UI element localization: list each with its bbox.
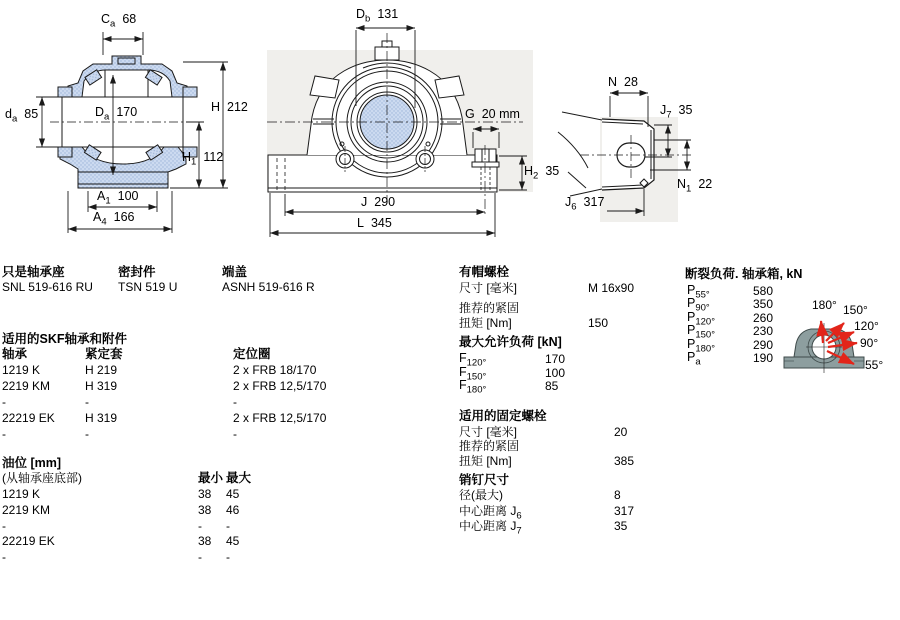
- load-angle-label: 120°: [854, 319, 879, 333]
- skf-table-cell: H 319: [85, 411, 118, 425]
- breaking-load-label: $P_{150^\circ}$: [687, 323, 715, 341]
- end-cover-label: 端盖: [222, 265, 248, 279]
- breaking-load-value: 260: [753, 311, 774, 325]
- breaking-loads-title: 断裂负荷. 轴承箱, kN: [685, 267, 803, 281]
- attachment-bolts-size-value: 20: [614, 425, 628, 439]
- max-load-title: 最大允许负荷 [kN]: [459, 335, 562, 349]
- pin-row-label: 中心距离 $J_7$: [459, 519, 522, 537]
- skf-table-cell: 22219 EK: [2, 411, 55, 425]
- oil-level-title: 油位 [mm]: [2, 456, 62, 470]
- dimension-label-dim-n1: $N_1$ 22: [677, 177, 713, 195]
- dimension-label-dim-ca: $C_a$ 68: [101, 12, 137, 30]
- oil-level-cell: -: [226, 519, 230, 533]
- skf-col-sleeve: 紧定套: [85, 347, 123, 361]
- dimension-label-dim-j6: $J_6$ 317: [565, 195, 605, 213]
- skf-table-cell: -: [85, 427, 89, 441]
- breaking-load-value: 350: [753, 297, 774, 311]
- pin-row-label: 中心距离 $J_6$: [459, 504, 522, 522]
- oil-level-cell: -: [198, 519, 202, 533]
- cap-bolts-recommend-label: 推荐的紧固: [459, 301, 520, 315]
- dimension-label-dim-Da: $D_a$ 170: [95, 105, 138, 123]
- oil-level-cell: -: [198, 550, 202, 564]
- dimension-label-dim-l: L 345: [357, 216, 392, 230]
- dimension-label-dim-h2: $H_2$ 35: [524, 164, 560, 182]
- breaking-load-value: 580: [753, 284, 774, 298]
- dimension-label-dim-h1: $H_1$ 112: [182, 150, 224, 168]
- max-load-label: $F_{120^\circ}$: [459, 351, 487, 369]
- skf-table-cell: 2219 KM: [2, 379, 51, 393]
- dimension-label-dim-h: H 212: [211, 100, 248, 114]
- oil-level-cell: 38: [198, 487, 212, 501]
- oil-level-cell: 2219 KM: [2, 503, 51, 517]
- attachment-bolts-torque-label: 扭矩 [Nm]: [459, 454, 512, 468]
- dimension-label-dim-j7: $J_7$ 35: [660, 103, 693, 121]
- oil-level-cell: -: [2, 550, 6, 564]
- skf-table-cell: -: [233, 427, 237, 441]
- dimension-label-dim-a4: $A_4$ 166: [93, 210, 135, 228]
- skf-table-cell: H 219: [85, 363, 118, 377]
- skf-table-cell: -: [233, 395, 237, 409]
- pin-row-label: 径(最大): [459, 488, 503, 502]
- pin-row-value: 317: [614, 504, 635, 518]
- end-view-drawing: [255, 0, 555, 245]
- end-cover-designation: ASNH 519-616 R: [222, 280, 315, 294]
- breaking-load-label: $P_{90^\circ}$: [687, 296, 710, 314]
- cap-bolts-size-label: 尺寸 [毫米]: [459, 281, 518, 295]
- dimension-label-dim-g: G 20 mm: [465, 107, 520, 121]
- housing-only-label: 只是轴承座: [2, 265, 65, 279]
- oil-max-header: 最大: [226, 471, 252, 485]
- oil-level-cell: 38: [198, 534, 212, 548]
- oil-level-cell: 45: [226, 487, 240, 501]
- max-load-label: $F_{180^\circ}$: [459, 378, 487, 396]
- max-load-value: 100: [545, 366, 566, 380]
- breaking-load-value: 230: [753, 324, 774, 338]
- breaking-load-label: $P_a$: [687, 350, 701, 368]
- side-view-drawing: [540, 40, 780, 235]
- skf-table-cell: H 319: [85, 379, 118, 393]
- load-angle-label: 150°: [843, 303, 868, 317]
- skf-table-cell: 2 x FRB 12,5/170: [233, 411, 327, 425]
- load-angle-label: 180°: [812, 298, 837, 312]
- skf-table-cell: 1219 K: [2, 363, 41, 377]
- max-load-value: 85: [545, 379, 559, 393]
- attachment-bolts-size-label: 尺寸 [毫米]: [459, 425, 518, 439]
- max-load-label: $F_{150^\circ}$: [459, 365, 487, 383]
- skf-table-cell: 2 x FRB 12,5/170: [233, 379, 327, 393]
- oil-level-cell: 1219 K: [2, 487, 41, 501]
- skf-col-bearing: 轴承: [2, 347, 28, 361]
- skf-table-title: 适用的SKF轴承和附件: [2, 332, 128, 346]
- dimension-label-dim-n: N 28: [608, 75, 638, 89]
- housing-designation: SNL 519-616 RU: [2, 280, 93, 294]
- dimension-label-dim-db: $D_b$ 131: [356, 7, 399, 25]
- cap-bolts-torque-value: 150: [588, 316, 609, 330]
- pin-row-value: 8: [614, 488, 621, 502]
- load-angle-label: 90°: [860, 336, 879, 350]
- breaking-load-value: 290: [753, 338, 774, 352]
- dimension-label-dim-a1: $A_1$ 100: [97, 189, 139, 207]
- front-section-view-drawing: [0, 0, 250, 245]
- oil-level-subtitle: (从轴承座底部): [2, 471, 82, 485]
- breaking-load-value: 190: [753, 351, 774, 365]
- oil-level-cell: 45: [226, 534, 240, 548]
- skf-table-cell: 2 x FRB 18/170: [233, 363, 317, 377]
- oil-level-cell: 38: [198, 503, 212, 517]
- breaking-load-label: $P_{55^\circ}$: [687, 283, 710, 301]
- breaking-load-label: $P_{180^\circ}$: [687, 337, 715, 355]
- oil-min-header: 最小: [198, 471, 224, 485]
- dimension-label-dim-j: J 290: [361, 195, 396, 209]
- skf-table-cell: -: [2, 395, 6, 409]
- skf-col-locating-ring: 定位圈: [233, 347, 271, 361]
- cap-bolts-torque-label: 扭矩 [Nm]: [459, 316, 512, 330]
- attachment-bolts-title: 适用的固定螺栓: [459, 409, 547, 423]
- attachment-bolts-recommend-label: 推荐的紧固: [459, 439, 520, 453]
- oil-level-cell: -: [226, 550, 230, 564]
- cap-bolts-size-value: M 16x90: [588, 281, 635, 295]
- skf-table-cell: -: [85, 395, 89, 409]
- dimension-label-dim-da: $d_a$ 85: [5, 107, 39, 125]
- skf-table-cell: -: [2, 427, 6, 441]
- oil-level-cell: -: [2, 519, 6, 533]
- oil-level-cell: 46: [226, 503, 240, 517]
- load-angle-label: 55°: [865, 358, 884, 372]
- load-direction-pictogram: [780, 295, 900, 375]
- cap-bolts-title: 有帽螺栓: [459, 265, 510, 279]
- seal-label: 密封件: [118, 265, 156, 279]
- attachment-bolts-torque-value: 385: [614, 454, 635, 468]
- breaking-load-label: $P_{120^\circ}$: [687, 310, 715, 328]
- pins-title: 销钉尺寸: [459, 473, 510, 487]
- max-load-value: 170: [545, 352, 566, 366]
- seal-designation: TSN 519 U: [118, 280, 178, 294]
- oil-level-cell: 22219 EK: [2, 534, 55, 548]
- pin-row-value: 35: [614, 519, 628, 533]
